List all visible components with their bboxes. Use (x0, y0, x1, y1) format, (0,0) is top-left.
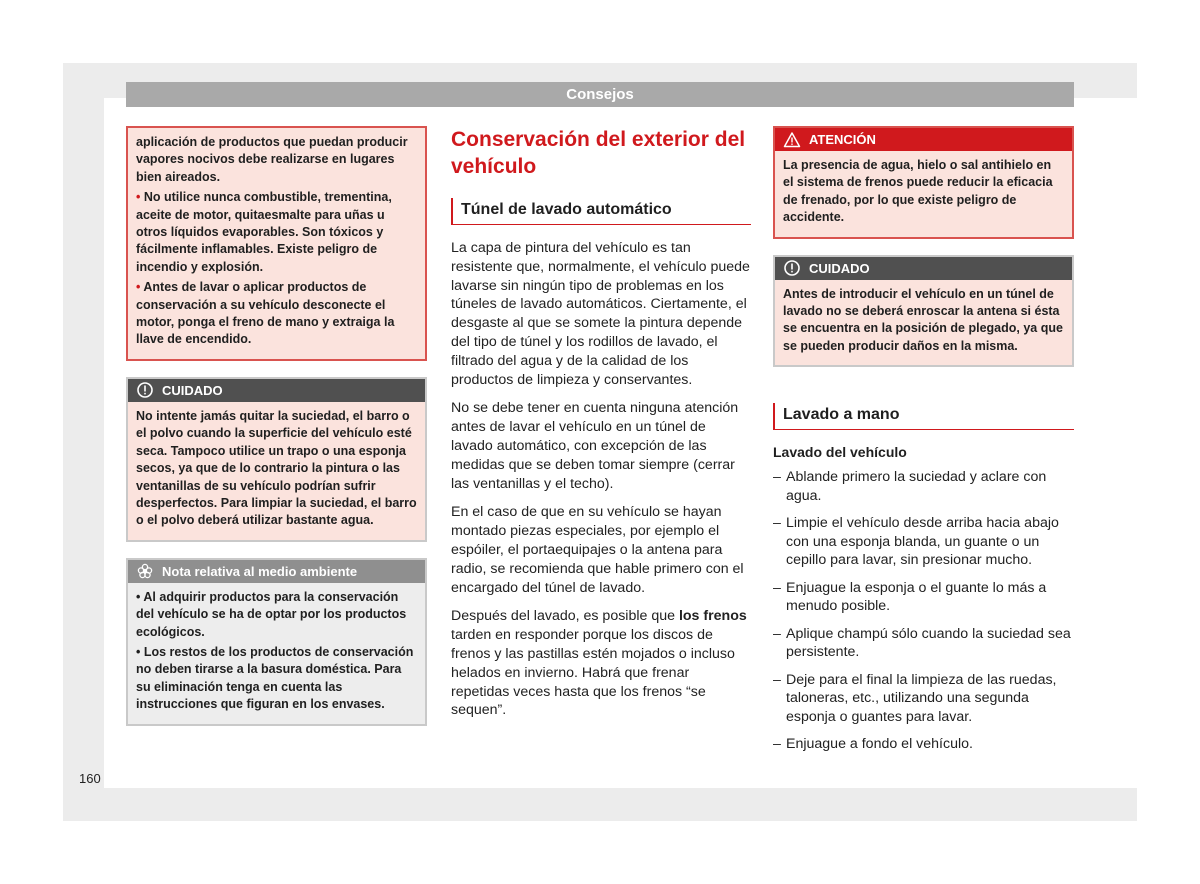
caution-header (128, 379, 425, 402)
red-bullet-icon: • (136, 190, 144, 205)
warning-text: La presencia de agua, hielo o sal antihielo en el sistema de frenos puede reducir la eficacia de frenado, por lo que existe peligro de accidente. (783, 158, 1053, 225)
info-circle-icon (136, 381, 154, 399)
warning-header (775, 128, 1072, 151)
warning-triangle-icon (783, 131, 801, 149)
warning-continuation-box (126, 126, 427, 361)
environment-note-title: Nota relativa al medio ambiente (162, 563, 358, 579)
list-item: – Ablande primero la suciedad y aclare con agua. (773, 468, 1074, 505)
warning-title: ATENCIÓN (809, 132, 876, 147)
section-header: Consejos (126, 82, 1074, 107)
subsection-heading: Lavado del vehículo (773, 444, 907, 461)
paragraph-brakes: Después del lavado, es posible que los frenos tarden en responder porque los discos de frenos y las pastillas estén mojados o incluso helados en invierno. Habrá que frenar repetidas veces hasta que los frenos “se sequen”. (451, 608, 747, 719)
list-item: – Deje para el final la limpieza de las ruedas, taloneras, etc., utilizando una segunda esponja o guantes para lavar. (773, 671, 1074, 727)
page-title: Conservación del exterior del vehículo (451, 128, 746, 178)
warning-bullet: • Antes de lavar o aplicar productos de conservación a su vehículo desconecte el motor, ponga el freno de mano y extraiga la llave de encendido. (136, 280, 395, 347)
environment-bullet: • Los restos de los productos de conservación no deben tirarse a la basura doméstica. Para su eliminación tenga en cuenta las instrucciones que figuran en los envases. (136, 644, 414, 712)
list-item: – Aplique champú sólo cuando la suciedad sea persistente. (773, 625, 1074, 662)
list-item: – Limpie el vehículo desde arriba hacia abajo con una esponja blanda, un guante o un cepillo para lavar, sin presionar mucho. (773, 514, 1074, 570)
section-heading-hand-wash: Lavado a mano (773, 403, 1074, 430)
left-column (126, 126, 427, 742)
caution-title: CUIDADO (809, 260, 870, 276)
warning-bullet: • No utilice nunca combustible, trementina, aceite de motor, quitaesmalte para uñas u otros líquidos evaporables. Son tóxicos y fácilmente inflamables. Existe peligro de incendio y explosión. (136, 190, 392, 274)
caution-text: Antes de introducir el vehículo en un túnel de lavado no se deberá enroscar la antena si ésta se encuentra en la posición de plegado, ya que se pueden producir daños en la misma. (783, 286, 1063, 353)
info-circle-icon (783, 259, 801, 277)
list-item: – Enjuague a fondo el vehículo. (773, 735, 1074, 754)
wash-steps-list (773, 468, 1074, 754)
right-column (773, 126, 1074, 763)
paragraph: No se debe tener en cuenta ninguna atención antes de lavar el vehículo en un túnel de lavado automático, con excepción de las medidas que se deben tomar siempre (cerrar las ventanillas y el techo). (451, 400, 739, 492)
caution-box (126, 377, 427, 542)
environment-bullet: • Al adquirir productos para la conservación del vehículo se ha de optar por los productos ecológicos. (136, 589, 407, 639)
caution-text: No intente jamás quitar la suciedad, el barro o el polvo cuando la superficie del vehículo esté seca. Tampoco utilice un trapo o una esponja secos, ya que de lo contrario la pintura o las ventanillas de su vehículo podrían sufrir desperfectos. Para limpiar la suciedad, el barro o el polvo deberá utilizar bastante agua. (136, 408, 417, 528)
middle-column (451, 126, 751, 730)
paragraph: En el caso de que en su vehículo se hayan montado piezas especiales, por ejemplo el espóiler, el portaequipajes o la antena para radio, se recomienda que hable primero con el encargado del túnel de lavado. (451, 504, 744, 596)
paragraph: La capa de pintura del vehículo es tan resistente que, normalmente, el vehículo puede lavarse sin ningún tipo de problemas en los túneles de lavado automáticos. Ciertamente, el desgaste al que se somete la pintura depende del tipo de túnel y los rodillos de lavado, el filtrado del agua y de la calidad de los productos de limpieza y conservantes. (451, 240, 750, 388)
caution-box (773, 255, 1074, 368)
caution-title: CUIDADO (162, 382, 223, 398)
list-item: – Enjuague la esponja o el guante lo más a menudo posible. (773, 579, 1074, 616)
page-number: 160 (79, 771, 101, 786)
warning-intro: aplicación de productos que puedan producir vapores nocivos debe realizarse en lugares bien aireados. (136, 135, 408, 184)
environment-note-header (128, 560, 425, 583)
environment-note-box (126, 558, 427, 726)
warning-box (773, 126, 1074, 239)
section-heading-automatic-wash: Túnel de lavado automático (451, 198, 751, 225)
flower-icon (136, 562, 154, 580)
caution-header (775, 257, 1072, 280)
red-bullet-icon: • (136, 280, 144, 295)
brakes-emphasis: los frenos (678, 608, 747, 625)
